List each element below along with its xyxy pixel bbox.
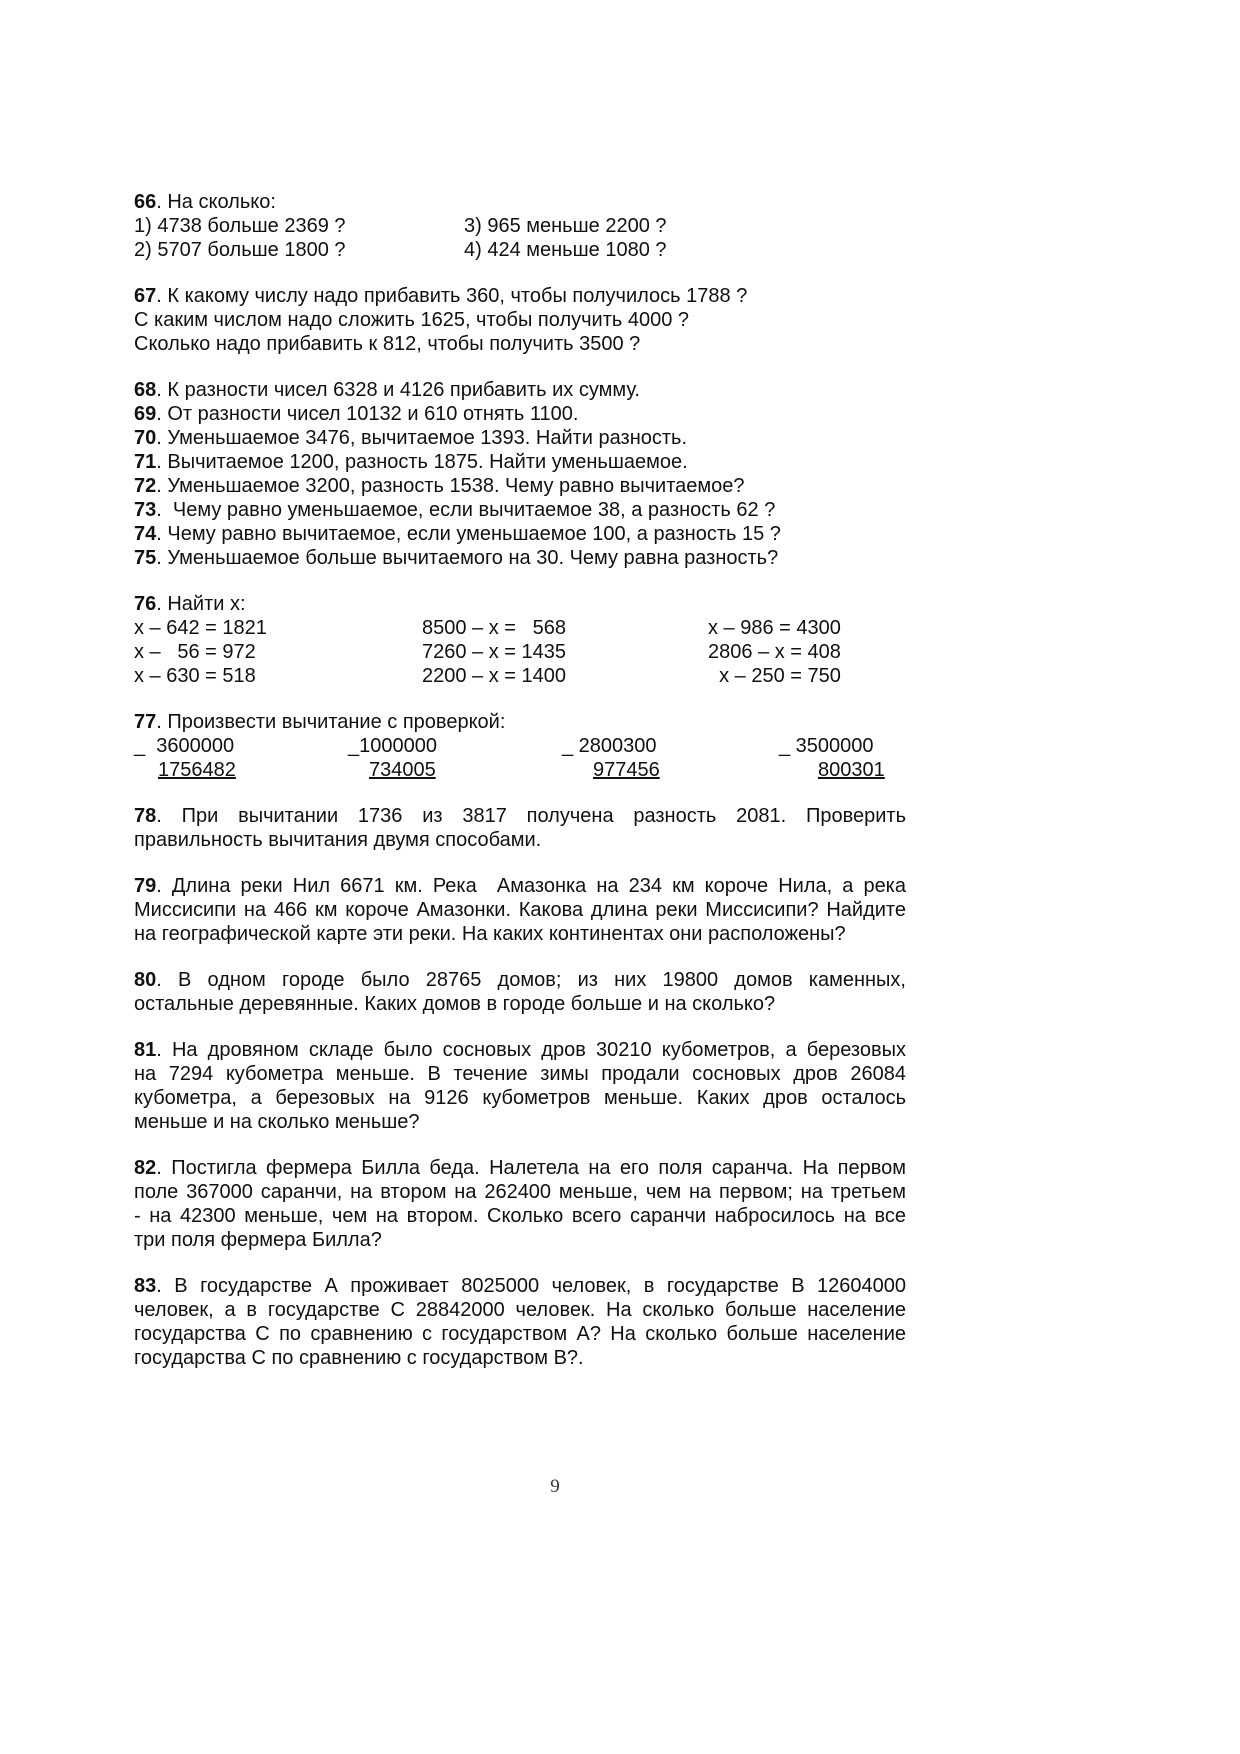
problem-text: . К разности чисел 6328 и 4126 прибавить их сумму. [156,379,640,401]
problem-text: . На дровяном складе было сосновых дров 30210 кубометров, а березовых [156,1039,906,1061]
equation: 2200 – х = 1400 [422,665,567,687]
problem-79 [134,874,906,946]
problem-line [134,968,906,992]
problem-line: остальные деревянные. Каких домов в городе больше и на сколько? [134,993,776,1015]
problem-78 [134,804,906,852]
subtrahend: 1756482 [158,759,236,781]
problem-text: . При вычитании 1736 из 3817 получена разность 2081. Проверить [156,805,906,827]
problem-number: 82 [134,1157,157,1179]
equation: х – 250 = 750 [708,665,841,687]
subtraction-minuend-row [134,734,906,758]
page-number: 9 [550,1476,560,1497]
problem-line: меньше и на сколько меньше? [134,1111,420,1133]
problem-text: . Постигла фермера Билла беда. Налетела на его поля саранча. На первом [156,1157,906,1179]
equation: х – 986 = 4300 [708,617,841,639]
problem-76-title [134,592,906,616]
problem-text: . В одном городе было 28765 домов; из них 19800 домов каменных, [156,969,906,991]
problem-line: государства С по сравнению с государством В?. [134,1347,584,1369]
problem-line: на 7294 кубометра меньше. В течение зимы продали сосновых дров 26084 [134,1063,906,1085]
problem-82 [134,1156,906,1252]
problem-text: . Вычитаемое 1200, разность 1875. Найти уменьшаемое. [156,451,688,473]
problem-69 [134,402,906,426]
equation-row [134,640,906,664]
equation: 8500 – х = 568 [422,617,567,639]
minuend: _ 3500000 [779,735,874,757]
problem-73 [134,498,906,522]
problem-number: 71 [134,451,157,473]
problem-number: 67 [134,285,157,307]
problem-71 [134,450,906,474]
problem-number: 78 [134,805,157,827]
problem-line: - на 42300 меньше, чем на втором. Сколько всего саранчи набросилось на все [134,1205,906,1227]
minuend: _1000000 [348,735,437,757]
problem-line [134,1038,906,1062]
problem-text: . Произвести вычитание с проверкой: [156,711,506,733]
problem-66-title [134,190,906,214]
problem-number: 79 [134,875,157,897]
equation: х – 642 = 1821 [134,617,267,639]
equation-row [134,616,906,640]
subtrahend: 977456 [593,759,660,781]
equation-row [134,664,906,688]
problem-item: 3) 965 меньше 2200 ? [464,215,667,237]
page-content [134,190,906,1370]
problem-66-row [134,238,906,262]
problem-text: . От разности чисел 10132 и 610 отнять 1100. [156,403,579,425]
problem-line: государства С по сравнению с государством А? На сколько больше население [134,1323,906,1345]
problem-text: . Найти х: [156,593,246,615]
problem-80 [134,968,906,1016]
problem-line: три поля фермера Билла? [134,1229,382,1251]
problem-number: 83 [134,1275,157,1297]
problem-line: кубометра, а березовых на 9126 кубометров меньше. Каких дров осталось [134,1087,906,1109]
problem-number: 81 [134,1039,157,1061]
problem-83 [134,1274,906,1370]
problem-line: на географической карте эти реки. На каких континентах они расположены? [134,923,846,945]
problem-item: 2) 5707 больше 1800 ? [134,239,346,261]
problem-72 [134,474,906,498]
equation: х – 630 = 518 [134,665,256,687]
problem-number: 73 [134,499,157,521]
problem-66-row [134,214,906,238]
problem-81 [134,1038,906,1134]
minuend: _ 3600000 [134,735,235,757]
problem-number: 76 [134,593,157,615]
problem-67-line [134,284,906,308]
problem-number: 74 [134,523,157,545]
problem-67-line: Сколько надо прибавить к 812, чтобы получить 3500 ? [134,333,641,355]
equation: 7260 – х = 1435 [422,641,567,663]
problem-text: . В государстве А проживает 8025000 человек, в государстве В 12604000 [156,1275,906,1297]
problem-number: 80 [134,969,157,991]
problem-74 [134,522,906,546]
problem-text: . Чему равно уменьшаемое, если вычитаемое 38, а разность 62 ? [156,499,776,521]
equation: 2806 – х = 408 [708,641,841,663]
problem-line: правильность вычитания двумя способами. [134,829,542,851]
minuend: _ 2800300 [562,735,657,757]
problem-line [134,874,906,898]
problem-number: 77 [134,711,157,733]
problem-number: 69 [134,403,157,425]
problem-number: 70 [134,427,157,449]
subtrahend: 800301 [818,759,885,781]
equation: х – 56 = 972 [134,641,256,663]
problem-text: . Уменьшаемое больше вычитаемого на 30. Чему равна разность? [156,547,779,569]
problem-text: . К какому числу надо прибавить 360, чтобы получилось 1788 ? [156,285,748,307]
problem-text: . Чему равно вычитаемое, если уменьшаемое 100, а разность 15 ? [156,523,781,545]
problem-77-title [134,710,906,734]
problem-75 [134,546,906,570]
problem-line: человек, а в государстве С 28842000 человек. На сколько больше население [134,1299,906,1321]
subtraction-subtrahend-row [134,758,906,782]
problem-item: 1) 4738 больше 2369 ? [134,215,346,237]
problem-text: . Уменьшаемое 3476, вычитаемое 1393. Найти разность. [156,427,688,449]
subtrahend: 734005 [369,759,436,781]
problem-number: 72 [134,475,157,497]
problem-68 [134,378,906,402]
problem-67-line: С каким числом надо сложить 1625, чтобы получить 4000 ? [134,309,690,331]
problem-item: 4) 424 меньше 1080 ? [464,239,667,261]
problem-text: . Уменьшаемое 3200, разность 1538. Чему равно вычитаемое? [156,475,745,497]
problem-line [134,1274,906,1298]
problem-number: 68 [134,379,157,401]
problem-line [134,804,906,828]
problem-70 [134,426,906,450]
problem-number: 75 [134,547,157,569]
problem-line: поле 367000 саранчи, на втором на 262400 меньше, чем на первом; на третьем [134,1181,906,1203]
problem-line: Миссисипи на 466 км короче Амазонки. Какова длина реки Миссисипи? Найдите [134,899,906,921]
problem-text: . На сколько: [156,191,276,213]
problem-line [134,1156,906,1180]
problem-text: . Длина реки Нил 6671 км. Река Амазонка на 234 км короче Нила, а река [156,875,906,897]
problem-number: 66 [134,191,157,213]
